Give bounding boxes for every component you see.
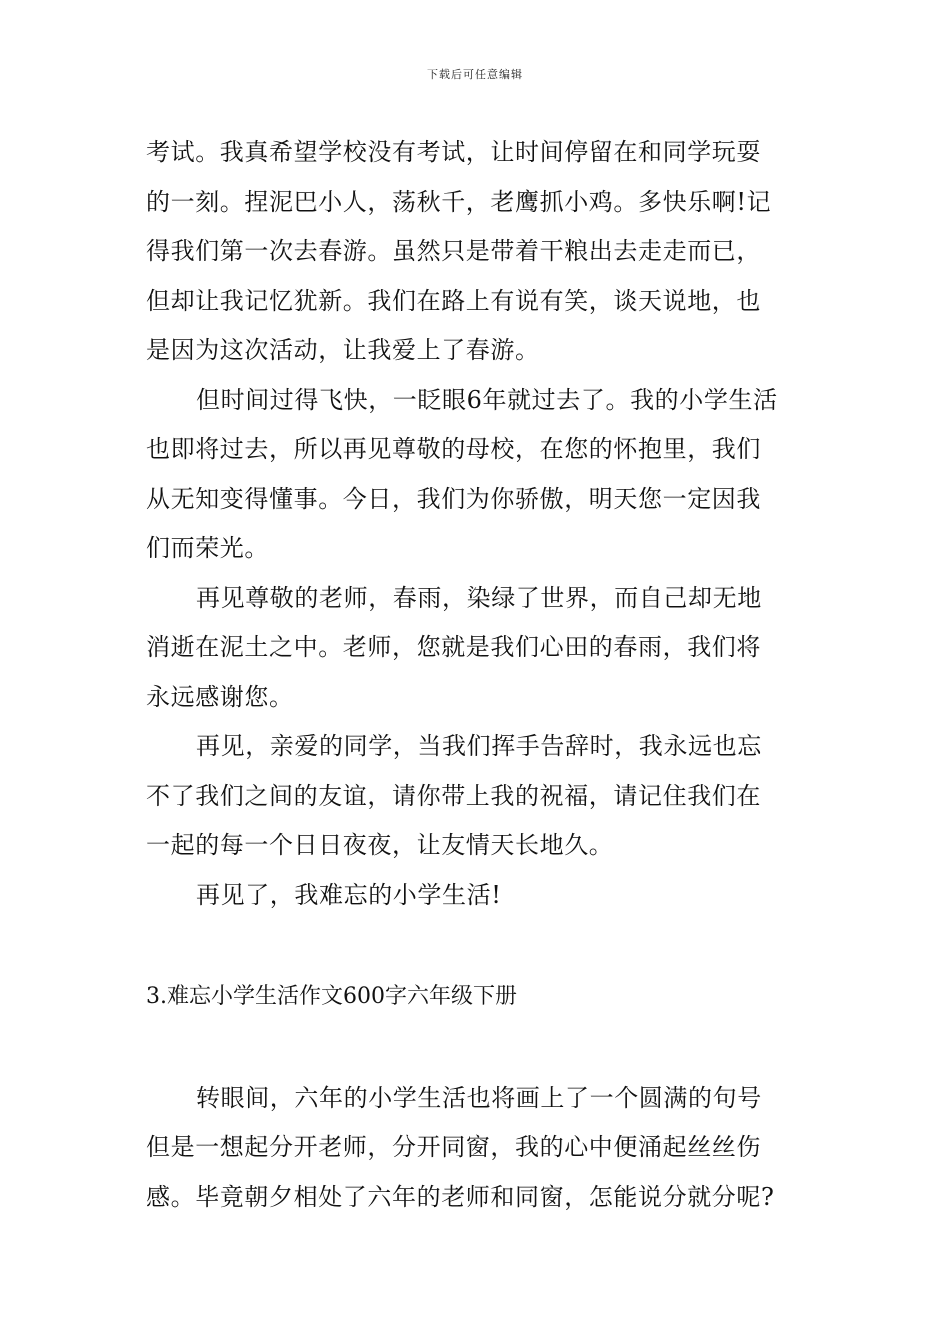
text-line: 再见尊敬的老师，春雨，染绿了世界，而自己却无地 — [196, 583, 762, 612]
text-line: 也即将过去，所以再见尊敬的母校，在您的怀抱里，我们 — [146, 435, 761, 463]
text-line: 从无知变得懂事。今日，我们为你骄傲，明天您一定因我 — [146, 484, 761, 513]
paragraph — [146, 871, 816, 921]
text-line: 得我们第一次去春游。虽然只是带着干粮出去走走而已， — [146, 237, 761, 265]
text-line: 消逝在泥土之中。老师，您就是我们心田的春雨，我们将 — [146, 633, 761, 661]
paragraph — [146, 722, 816, 871]
text-line: 感。毕竟朝夕相处了六年的老师和同窗，怎能说分就分呢? — [146, 1182, 775, 1211]
text-line: 再见，亲爱的同学，当我们挥手告辞时，我永远也忘 — [196, 732, 762, 760]
text-line: 的一刻。捏泥巴小人，荡秋千，老鹰抓小鸡。多快乐啊!记 — [146, 187, 772, 216]
text-line: 一起的每一个日日夜夜，让友情天长地久。 — [146, 831, 614, 859]
text-line: 再见了，我难忘的小学生活! — [196, 880, 502, 909]
paragraph — [146, 1074, 816, 1223]
text-line: 但时间过得飞快，一眨眼6年就过去了。我的小学生活 — [196, 385, 778, 414]
section-heading: 3.难忘小学生活作文600字六年级下册 — [146, 984, 517, 1009]
text-line: 转眼间，六年的小学生活也将画上了一个圆满的句号 — [196, 1083, 762, 1112]
text-line: 考试。我真希望学校没有考试，让时间停留在和同学玩耍 — [146, 138, 761, 166]
page-header: 下载后可任意编辑 — [427, 68, 523, 81]
spacer — [146, 1022, 816, 1074]
paragraph — [146, 574, 816, 723]
text-line: 是因为这次活动，让我爱上了春游。 — [146, 336, 540, 364]
text-line: 但是一想起分开老师，分开同窗，我的心中便涌起丝丝伤 — [146, 1133, 761, 1161]
document-body — [146, 128, 816, 1222]
paragraph — [146, 128, 816, 376]
text-line: 不了我们之间的友谊，请你带上我的祝福，请记住我们在 — [146, 781, 761, 810]
paragraph — [146, 376, 816, 574]
text-line: 但却让我记忆犹新。我们在路上有说有笑，谈天说地，也 — [146, 286, 761, 315]
spacer — [146, 920, 816, 972]
text-line: 们而荣光。 — [146, 534, 269, 562]
text-line: 永远感谢您。 — [146, 682, 294, 711]
